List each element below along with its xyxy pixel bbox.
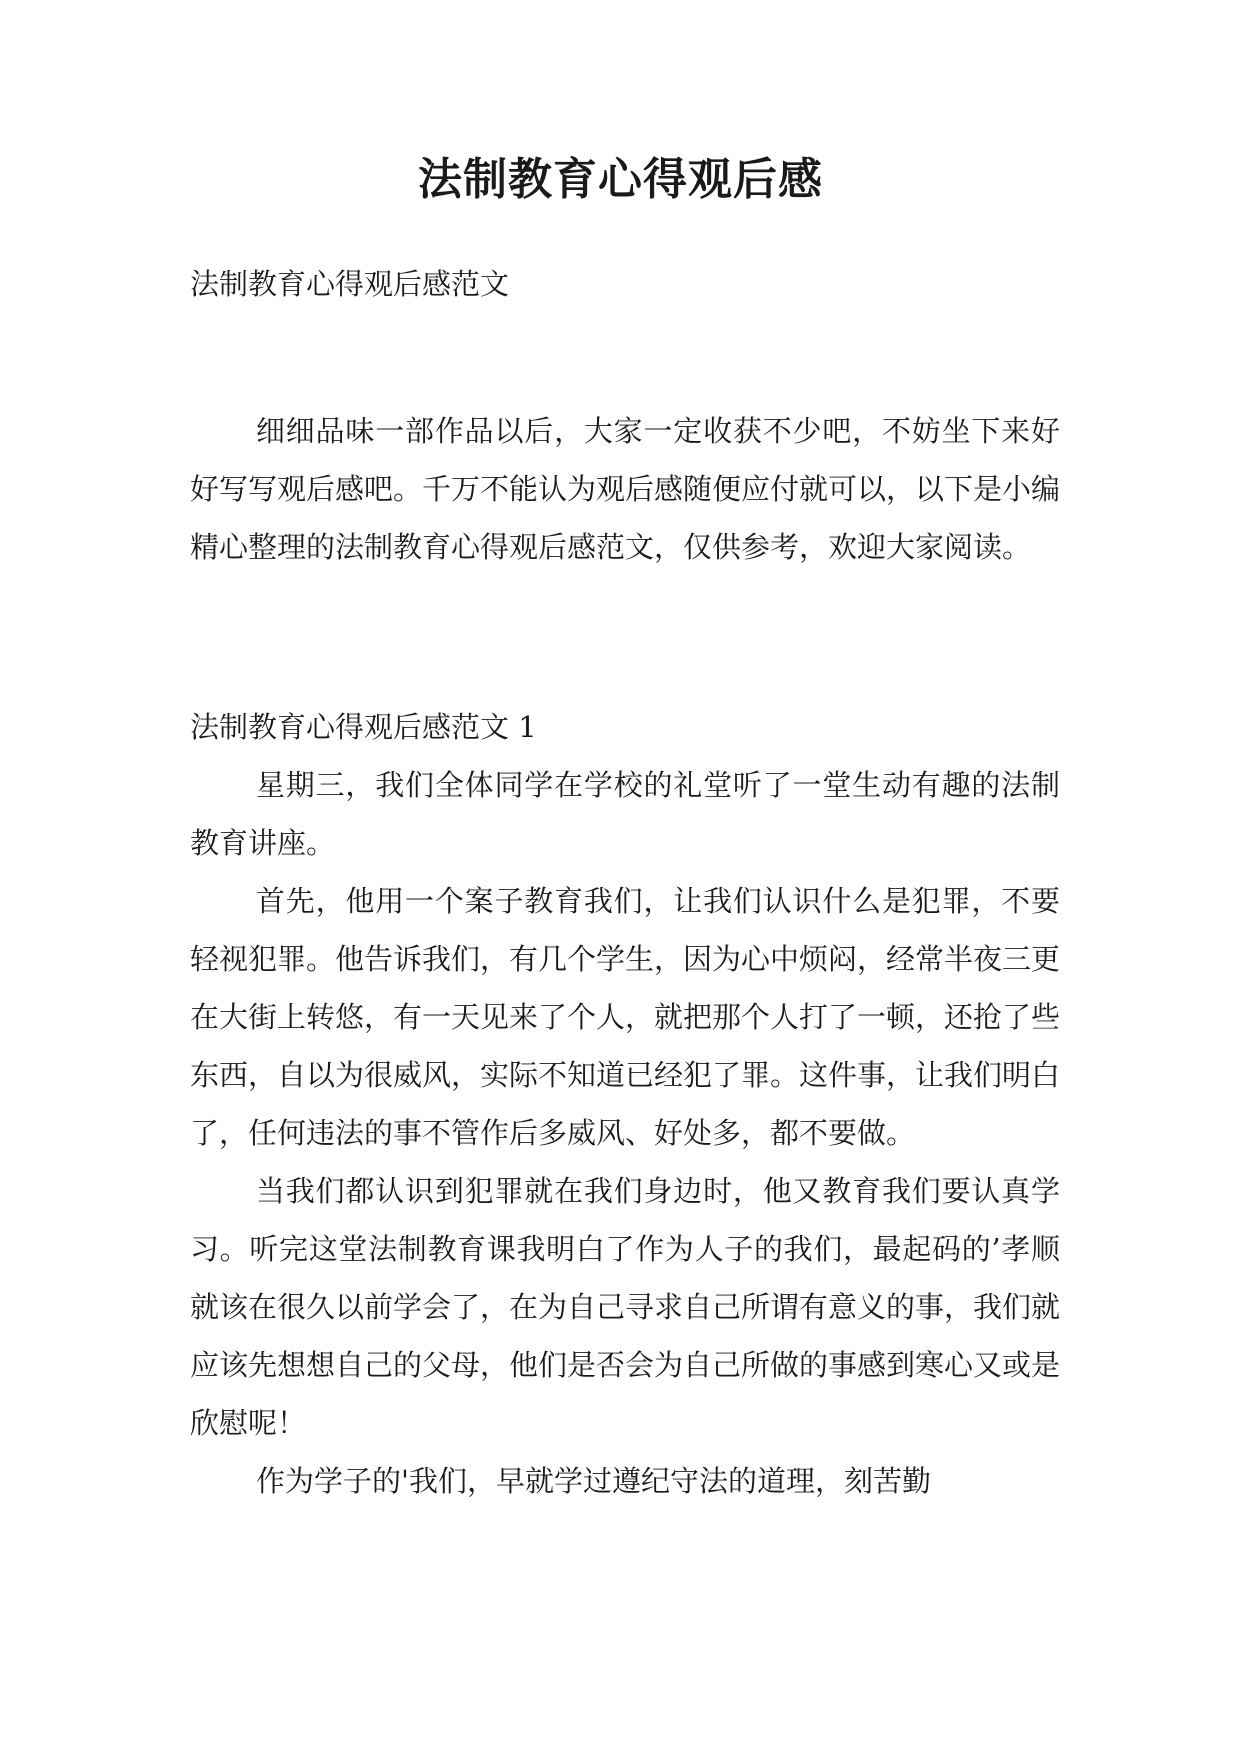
section-heading: 法制教育心得观后感范文 1 xyxy=(190,710,537,744)
intro-block xyxy=(190,402,1060,576)
body-paragraph: 作为学子的'我们，早就学过遵纪守法的道理，刻苦勤 xyxy=(256,1464,931,1498)
document-subtitle: 法制教育心得观后感范文 xyxy=(190,267,510,301)
intro-paragraph: 细细品味一部作品以后，大家一定收获不少吧，不妨坐下来好好写写观后感吧。千万不能认为观后感随便应付就可以，以下是小编精心整理的法制教育心得观后感范文，仅供参考，欢迎大家阅读。 xyxy=(190,414,1061,564)
body-paragraph: 星期三，我们全体同学在学校的礼堂听了一堂生动有趣的法制教育讲座。 xyxy=(190,768,1060,860)
body-paragraph: 首先，他用一个案子教育我们，让我们认识什么是犯罪，不要轻视犯罪。他告诉我们，有几个学生，因为心中烦闷，经常半夜三更在大街上转悠，有一天见来了个人，就把那个人打了一顿，还抢了些东西，自以为很威风，实际不知道已经犯了罪。这件事，让我们明白了，任何违法的事不管作后多威风、好处多，都不要做。 xyxy=(190,884,1061,1150)
section-block xyxy=(190,698,1060,1510)
document-title: 法制教育心得观后感 xyxy=(418,154,823,205)
body-paragraph: 当我们都认识到犯罪就在我们身边时，他又教育我们要认真学习。听完这堂法制教育课我明白了作为人子的我们，最起码的’孝顺就该在很久以前学会了，在为自己寻求自己所谓有意义的事，我们就应该先想想自己的父母，他们是否会为自己所做的事感到寒心又或是欣慰呢！ xyxy=(190,1174,1061,1440)
